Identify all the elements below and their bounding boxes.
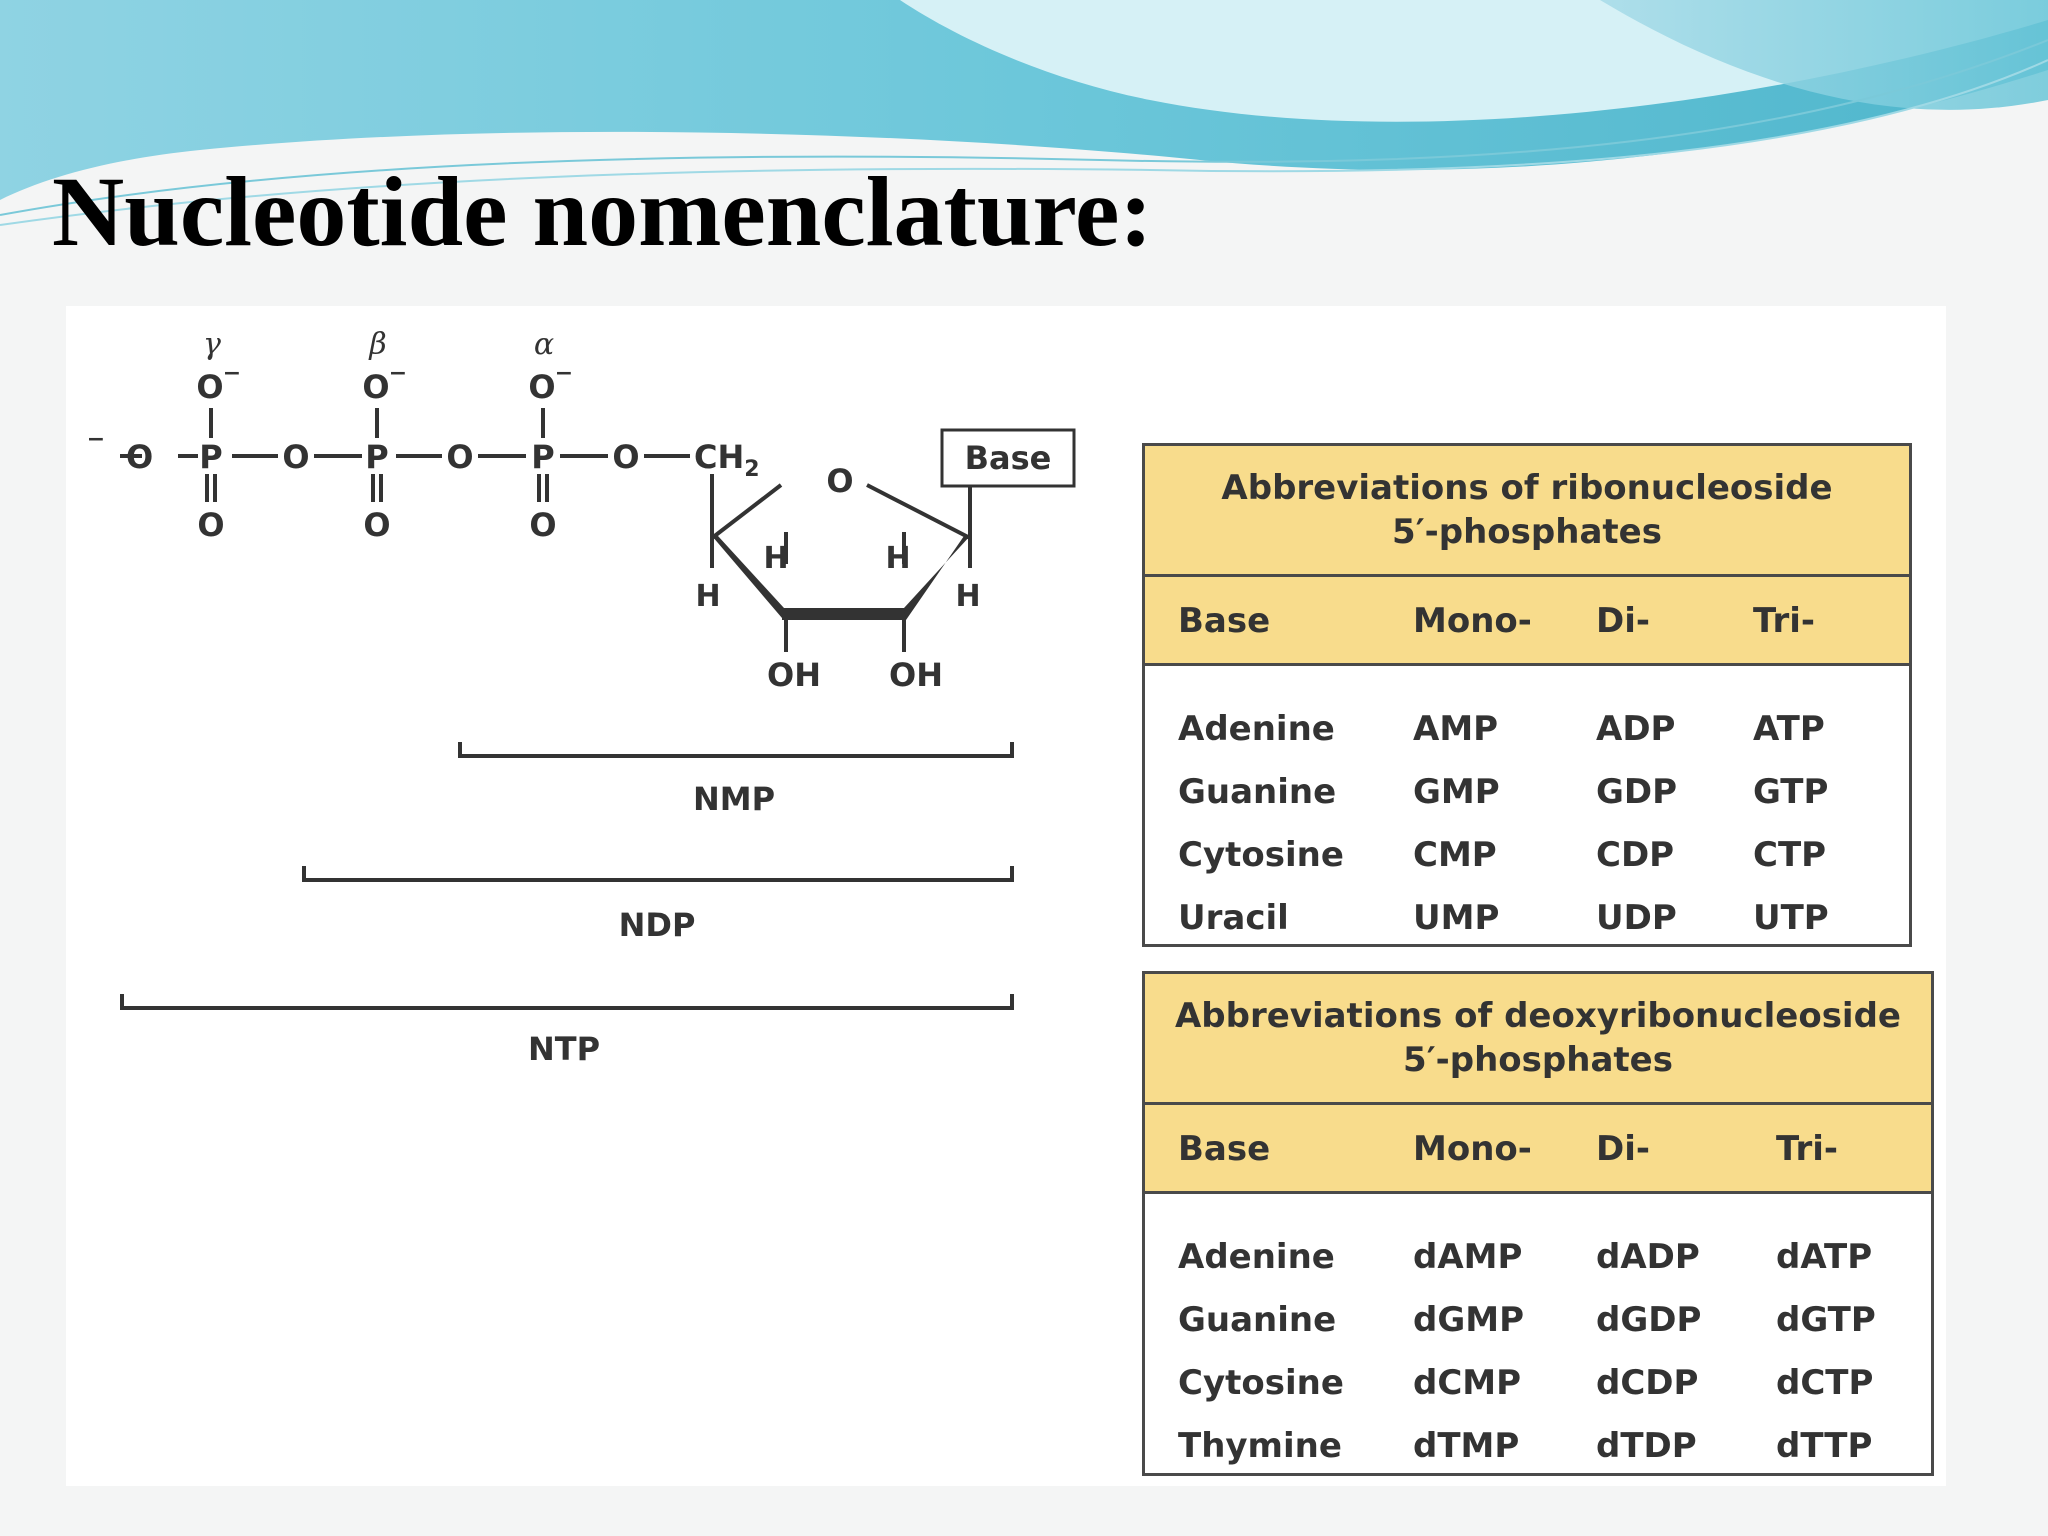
cell-base: Guanine [1178,772,1337,812]
cell-base: Cytosine [1178,835,1344,875]
slide-title: Nucleotide nomenclature: [52,156,1153,267]
phosphorus-alpha: P [531,438,555,476]
cell-tri: ATP [1753,709,1825,749]
cell-base: Adenine [1178,709,1335,749]
hydroxyl-c2: OH [889,656,943,694]
o-minus-alpha: O [528,368,556,406]
table-title-line-2: 5′-phosphates [1403,1040,1673,1080]
cell-base: Adenine [1178,1237,1335,1277]
table-row [1145,886,1909,949]
header-di: Di- [1596,601,1650,641]
cell-tri: dCTP [1776,1363,1874,1403]
cell-tri: dATP [1776,1237,1873,1277]
bridge-oxygen-2: O [446,438,474,476]
table-row [1145,1225,1931,1288]
table-header-row [1145,1105,1931,1194]
table-row [1145,760,1909,823]
ring-bottom-bond [782,608,906,620]
cell-di: GDP [1596,772,1678,812]
alpha-label: α [533,327,555,362]
table-title [1145,974,1931,1105]
phosphorus-gamma: P [199,438,223,476]
header-base: Base [1178,1129,1271,1169]
ch2-group: $CH_2$ [694,438,760,482]
cell-tri: dGTP [1776,1300,1876,1340]
cell-base: Thymine [1178,1426,1342,1466]
cell-di: UDP [1596,898,1677,938]
cell-mono: CMP [1413,835,1497,875]
charge-terminal: − [86,427,106,452]
cell-mono: AMP [1413,709,1499,749]
beta-label: β [369,327,387,362]
bridge-oxygen-1: O [282,438,310,476]
gamma-label: γ [203,327,221,362]
ribonucleoside-abbreviation-table [1142,443,1912,947]
nmp-label: NMP [692,780,776,818]
double-bond-oxygen-alpha: O [529,506,557,544]
cell-mono: dTMP [1413,1426,1520,1466]
header-base: Base [1178,601,1271,641]
cell-di: dADP [1596,1237,1700,1277]
cell-mono: dGMP [1413,1300,1524,1340]
cell-tri: CTP [1753,835,1827,875]
table-row [1145,1414,1931,1477]
hydrogen-c3-up: H [885,541,911,576]
o-minus-beta: O [362,368,390,406]
table-header-row [1145,577,1909,666]
cell-tri: GTP [1753,772,1829,812]
cell-di: dGDP [1596,1300,1702,1340]
cell-mono: UMP [1413,898,1500,938]
bracket-lines [122,742,1012,1008]
charge-beta: − [388,361,408,386]
bridge-oxygen-3: O [612,438,640,476]
table-body [1145,1194,1931,1477]
cell-tri: UTP [1753,898,1829,938]
hydrogen-c4: H [695,579,721,614]
table-row [1145,697,1909,760]
cell-di: dTDP [1596,1426,1697,1466]
ndp-label: NDP [618,906,696,944]
header-tri: Tri- [1753,601,1815,641]
deoxyribonucleoside-abbreviation-table [1142,971,1934,1476]
table-body [1145,666,1909,949]
hydrogen-c1: H [955,579,981,614]
cell-base: Guanine [1178,1300,1337,1340]
phosphorus-beta: P [365,438,389,476]
header-mono: Mono- [1413,601,1532,641]
header-di: Di- [1596,1129,1650,1169]
double-bond-oxygen-beta: O [363,506,391,544]
header-tri: Tri- [1776,1129,1838,1169]
charge-alpha: − [554,361,574,386]
cell-base: Uracil [1178,898,1289,938]
o-terminal: O [126,438,154,476]
double-bond-oxygen-gamma: O [197,506,225,544]
cell-mono: dCMP [1413,1363,1522,1403]
header-mono: Mono- [1413,1129,1532,1169]
cell-mono: GMP [1413,772,1500,812]
table-row [1145,1351,1931,1414]
cell-di: CDP [1596,835,1675,875]
cell-di: ADP [1596,709,1676,749]
charge-gamma: − [222,361,242,386]
hydrogen-c2-up: H [763,541,789,576]
table-title-line-2: 5′-phosphates [1392,512,1662,552]
cell-mono: dAMP [1413,1237,1523,1277]
cell-base: Cytosine [1178,1363,1344,1403]
hydroxyl-c3: OH [767,656,821,694]
table-title-line-1: Abbreviations of ribonucleoside [1221,468,1833,508]
table-row [1145,1288,1931,1351]
o-minus-gamma: O [196,368,224,406]
nucleotide-structure-diagram [66,306,1096,1086]
table-title [1145,446,1909,577]
ring-oxygen: O [826,462,854,500]
cell-di: dCDP [1596,1363,1699,1403]
ntp-label: NTP [527,1030,601,1068]
table-title-line-1: Abbreviations of deoxyribonucleoside [1174,996,1901,1036]
table-row [1145,823,1909,886]
cell-tri: dTTP [1776,1426,1873,1466]
base-box-label: Base [964,439,1052,477]
